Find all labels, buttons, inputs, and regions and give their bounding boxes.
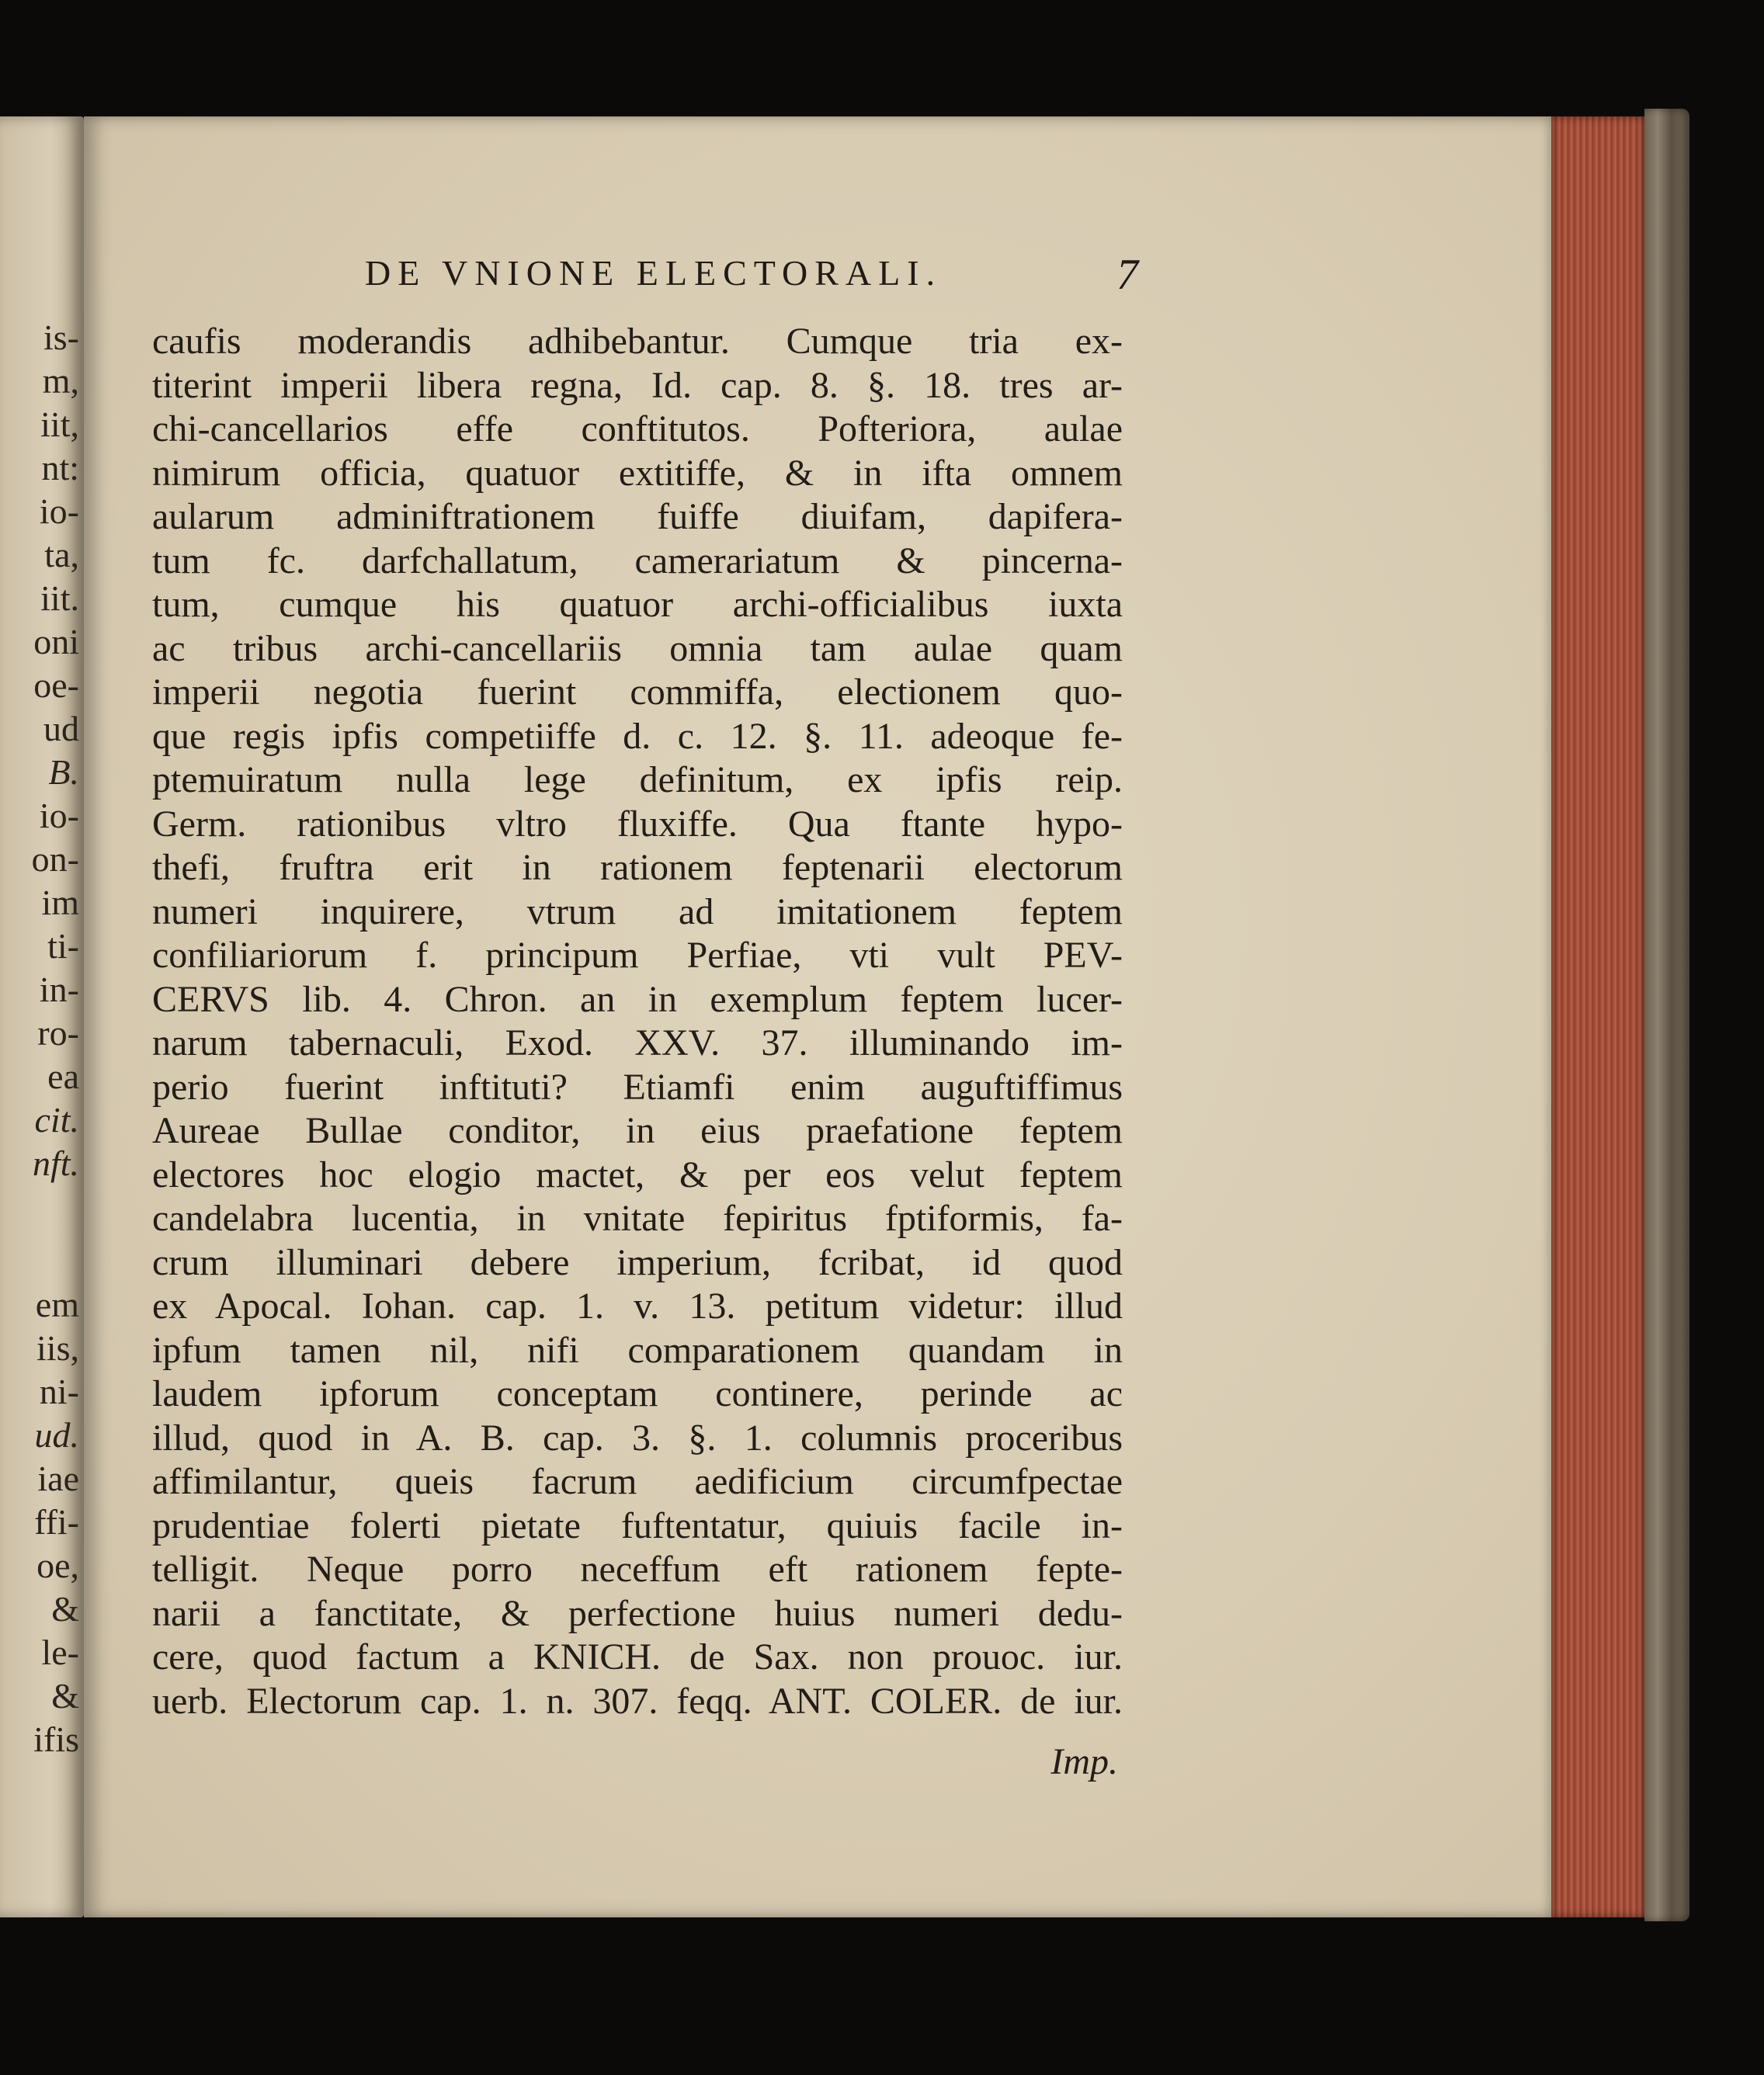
- facing-fragment: le-: [41, 1633, 79, 1672]
- text-line: telligit. Neque porro neceffum eft rationem fepte-: [152, 1549, 1123, 1590]
- facing-fragment: ti-: [47, 926, 79, 966]
- facing-fragment: iis,: [36, 1328, 79, 1368]
- facing-fragment: in-: [39, 970, 79, 1009]
- text-line: tum fc. darfchallatum, camerariatum & pincerna-: [152, 540, 1123, 581]
- page-number: 7: [1116, 251, 1138, 299]
- facing-fragment: ffi-: [34, 1502, 79, 1542]
- text-line: laudem ipforum conceptam continere, perinde ac: [152, 1373, 1123, 1414]
- facing-fragment: &: [51, 1676, 79, 1716]
- facing-fragment: cit.: [34, 1100, 79, 1140]
- facing-fragment: is-: [43, 317, 79, 357]
- text-line: confiliariorum f. principum Perfiae, vti vult PEV-: [152, 935, 1123, 976]
- text-line: narum tabernaculi, Exod. XXV. 37. illuminando im-: [152, 1022, 1123, 1064]
- facing-fragment: oe,: [36, 1546, 79, 1585]
- text-line: thefi, fruftra erit in rationem feptenarii electorum: [152, 847, 1123, 888]
- facing-fragment: oe-: [33, 665, 79, 705]
- facing-page-edge: [0, 116, 84, 1917]
- text-line: CERVS lib. 4. Chron. an in exemplum feptem lucer-: [152, 978, 1123, 1020]
- text-line: narii a fanctitate, & perfectione huius numeri dedu-: [152, 1592, 1123, 1634]
- text-line: numeri inquirere, vtrum ad imitationem feptem: [152, 890, 1123, 932]
- text-line: ptemuiratum nulla lege definitum, ex ipfis reip.: [152, 759, 1123, 800]
- text-line: aularum adminiftrationem fuiffe diuifam, dapifera-: [152, 496, 1123, 537]
- facing-fragment: B.: [48, 752, 79, 792]
- facing-fragment: iit.: [40, 578, 79, 618]
- catchword: Imp.: [1050, 1741, 1118, 1782]
- facing-fragment: io-: [39, 796, 79, 835]
- text-line: cere, quod factum a KNICH. de Sax. non prouoc. iur.: [152, 1636, 1123, 1678]
- text-line: ipfum tamen nil, nifi comparationem quandam in: [152, 1329, 1123, 1371]
- text-line: Germ. rationibus vltro fluxiffe. Qua ftante hypo-: [152, 803, 1123, 845]
- text-line: titerint imperii libera regna, Id. cap. 8. §. 18. tres ar-: [152, 364, 1123, 406]
- facing-fragment: iit,: [40, 404, 79, 444]
- facing-fragment: ea: [47, 1057, 79, 1096]
- facing-fragment: ud.: [34, 1415, 79, 1455]
- text-line: ex Apocal. Iohan. cap. 1. v. 13. petitum videtur: illud: [152, 1286, 1123, 1327]
- text-line: tum, cumque his quatuor archi-officialibus iuxta: [152, 584, 1123, 625]
- text-line: electores hoc elogio mactet, & per eos velut feptem: [152, 1154, 1123, 1195]
- facing-fragment: iae: [37, 1459, 79, 1498]
- text-line: crum illuminari debere imperium, fcribat, id quod: [152, 1241, 1123, 1283]
- book-binding: [1644, 109, 1689, 1921]
- facing-fragment: &: [51, 1589, 79, 1629]
- facing-fragment: nft.: [32, 1143, 79, 1183]
- facing-fragment: em: [35, 1285, 79, 1324]
- text-line: que regis ipfis competiiffe d. c. 12. §. 11. adeoque fe-: [152, 715, 1123, 757]
- text-line: caufis moderandis adhibebantur. Cumque tria ex-: [152, 321, 1123, 362]
- body-text: [152, 320, 1123, 1723]
- facing-fragment: ni-: [39, 1372, 79, 1411]
- running-title: DE VNIONE ELECTORALI.: [365, 253, 943, 293]
- facing-fragment: on-: [31, 839, 79, 879]
- facing-fragment: ifis: [33, 1719, 79, 1759]
- text-line: chi-cancellarios effe conftitutos. Pofteriora, aulae: [152, 408, 1123, 449]
- facing-fragment: oni: [33, 622, 79, 661]
- facing-fragment: m,: [42, 361, 79, 401]
- text-line: ac tribus archi-cancellariis omnia tam aulae quam: [152, 627, 1123, 669]
- facing-fragment: nt:: [41, 448, 79, 488]
- text-line: imperii negotia fuerint commiffa, electionem quo-: [152, 671, 1123, 713]
- facing-fragment: im: [41, 883, 79, 922]
- facing-fragment: ro-: [37, 1013, 79, 1053]
- text-line: perio fuerint inftituti? Etiamfi enim auguftiffimus: [152, 1066, 1123, 1108]
- facing-fragment: ta,: [44, 535, 79, 574]
- text-line: nimirum officia, quatuor extitiffe, & in ifta omnem: [152, 452, 1123, 494]
- text-line: uerb. Electorum cap. 1. n. 307. feqq. ANT. COLER. de iur.: [152, 1680, 1123, 1722]
- facing-fragment: ud: [43, 709, 79, 748]
- text-line: illud, quod in A. B. cap. 3. §. 1. columnis proceribus: [152, 1417, 1123, 1459]
- facing-fragment: io-: [39, 491, 79, 531]
- text-line: prudentiae folerti pietate fuftentatur, quiuis facile in-: [152, 1504, 1123, 1546]
- text-line: candelabra lucentia, in vnitate fepiritus fptiformis, fa-: [152, 1198, 1123, 1239]
- text-line: affimilantur, queis facrum aedificium circumfpectae: [152, 1461, 1123, 1502]
- page-block-edge: [1551, 116, 1644, 1917]
- text-line: Aureae Bullae conditor, in eius praefatione feptem: [152, 1110, 1123, 1151]
